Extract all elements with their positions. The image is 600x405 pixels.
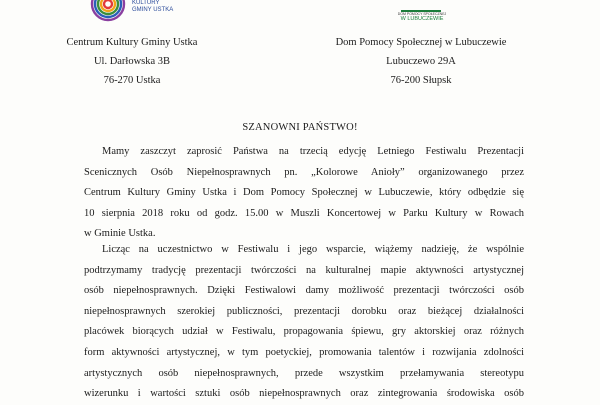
logo-right-name: W LUBUCZEWIE <box>400 16 444 22</box>
logo-right-small-text: DOM POMOCY SPOŁECZNEJ <box>397 12 447 16</box>
paragraph-invitation <box>84 142 524 245</box>
logo-left-caption <box>132 0 173 14</box>
sender-left-name: Centrum Kultury Gminy Ustka <box>66 37 198 48</box>
salutation: SZANOWNI PAŃSTWO! <box>242 122 358 133</box>
logo-left-line-1: KULTURY <box>132 0 160 6</box>
paragraph-line: podtrzymamy tradycję prezentacji twórczości na kulturalnej mapie aktywności artystycznej <box>84 264 524 276</box>
paragraph-line: placówek biorących udział w Festiwalu, propagowania śpiewu, gry aktorskiej oraz różnych <box>84 326 524 338</box>
sender-address-right <box>316 33 526 90</box>
dps-lubuczewo-logo <box>395 0 449 26</box>
paragraph-line: Centrum Kultury Gminy Ustka i Dom Pomocy Społecznej w Lubuczewie, który odbędzie się <box>84 187 524 199</box>
paragraph-line: artystycznych osób niepełnosprawnych, przede wszystkim przełamywania stereotypu <box>84 367 524 379</box>
paragraph-line: osób niepełnosprawnych. Dzięki Festiwalowi damy możliwość prezentacji twórczości osób <box>84 285 524 297</box>
paragraph-line: 10 sierpnia 2018 roku od godz. 15.00 w Muszli Koncertowej w Parku Kultury w Rowach <box>84 207 524 219</box>
sender-right-street: Lubuczewo 29A <box>386 56 456 67</box>
logo-right-mark <box>401 0 441 12</box>
sender-address-left <box>62 33 202 90</box>
sender-right-name: Dom Pomocy Społecznej w Lubuczewie <box>335 37 507 48</box>
paragraph-line: Scenicznych Osób Niepełnosprawnych pn. „Kolorowe Anioły” organizowanego przez <box>84 166 524 178</box>
sender-left-city: 76-270 Ustka <box>103 75 161 86</box>
sender-left-street: Ul. Darłowska 3B <box>93 56 171 67</box>
paragraph-line: Licząc na uczestnictwo w Festiwalu i jego wsparcie, wiążemy nadzieję, że wspólnie <box>102 244 524 255</box>
paragraph-line: niepełnosprawnych szerokiej publiczności, prezentacji dorobku oraz bieżącej działalności <box>84 305 524 317</box>
logo-left-line-2: GMINY USTKA <box>132 7 174 13</box>
paragraph-line: form aktywności artystycznej, w tym poetyckiej, promowania talentów i rozwijania zdolności <box>84 346 524 358</box>
paragraph-festival-goals <box>84 240 524 405</box>
rainbow-logo-icon <box>88 0 134 22</box>
paragraph-line: w Gminie Ustka. <box>84 228 156 240</box>
sender-right-city: 76-200 Słupsk <box>390 75 452 86</box>
paragraph-line: Mamy zaszczyt zaprosić Państwa na trzecią edycję Letniego Festiwalu Prezentacji <box>102 146 524 157</box>
centrum-kultury-logo <box>88 0 174 22</box>
paragraph-line: wizerunku i wartości sztuki osób niepełnosprawnych oraz zintegrowania środowiska osób <box>84 388 524 400</box>
